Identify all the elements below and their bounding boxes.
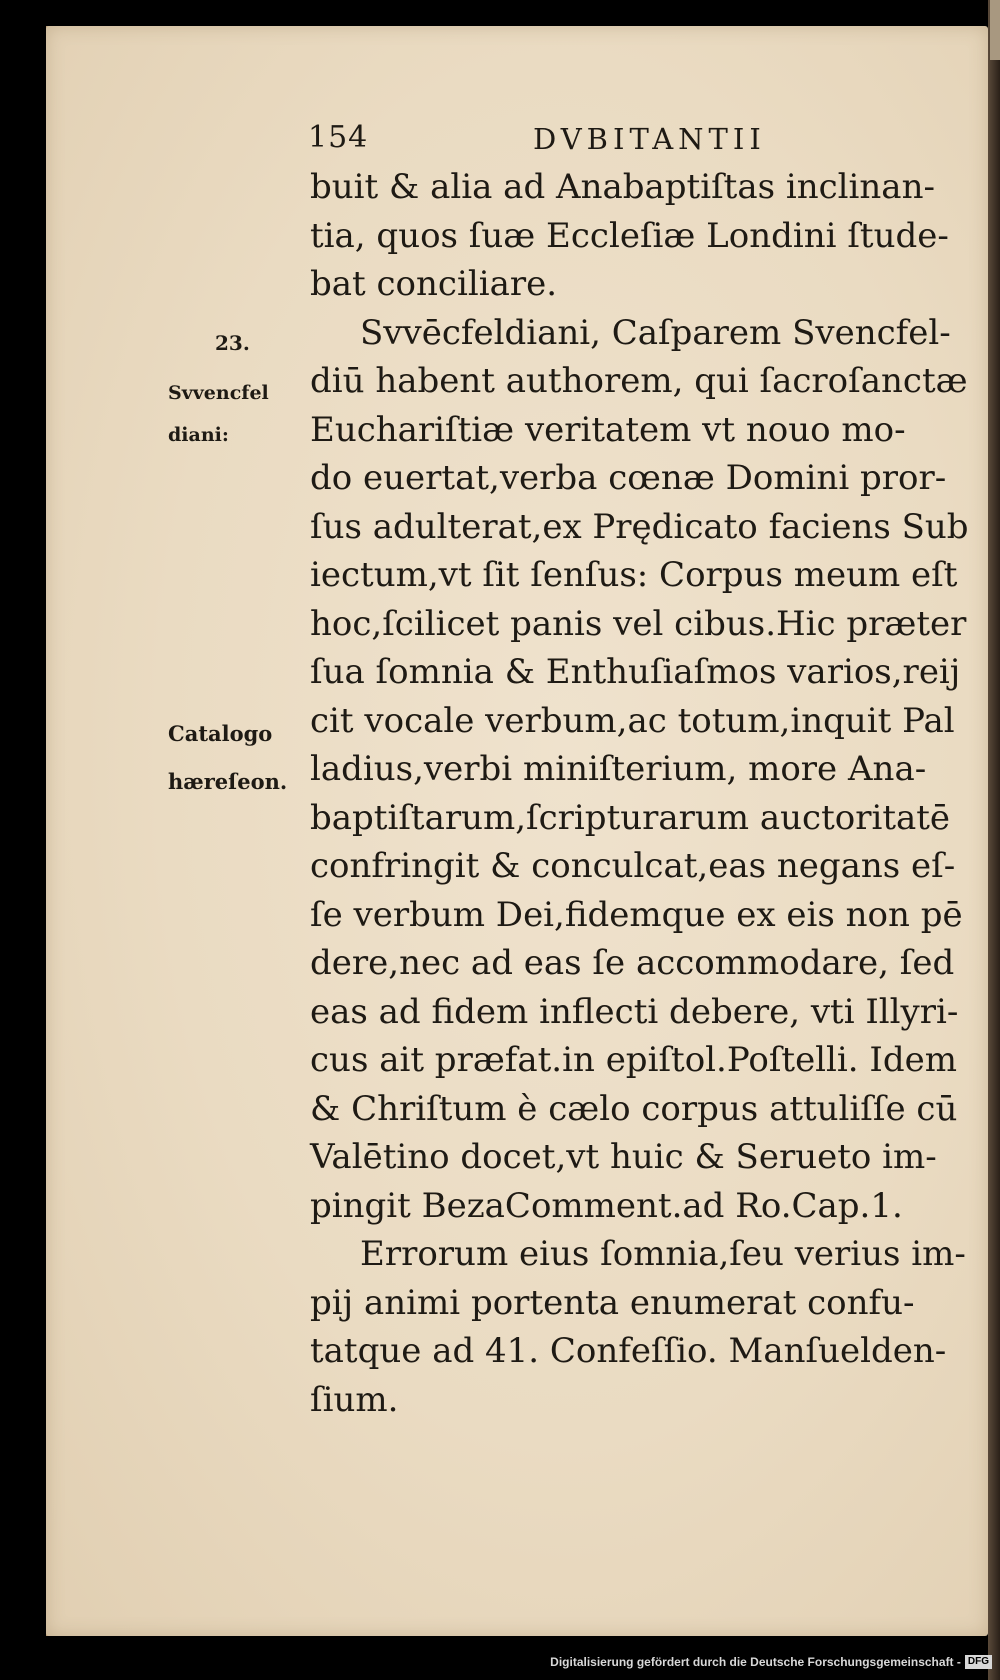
text-line: diū habent authorem, qui ſacroſanctæ <box>310 361 968 401</box>
text-line: ſua ſomnia & Enthuſiaſmos varios,reij <box>310 652 961 692</box>
credit-text: Digitalisierung gefördert durch die Deutsche Forschungsgemeinschaft - <box>550 1655 961 1669</box>
text-line: iectum,vt ſit ſenſus: Corpus meum eſt <box>310 555 958 595</box>
page-header <box>308 120 948 166</box>
text-line: buit & alia ad Anabaptiſtas inclinan- <box>310 167 935 207</box>
marginal-note-line: Catalogo <box>168 721 273 746</box>
text-line: Valētino docet,vt huic & Serueto im- <box>310 1137 937 1177</box>
spine-edge <box>990 0 1000 60</box>
marginal-section-number: 23. <box>215 331 250 355</box>
text-line: tatque ad 41. Confeſſio. Manſuelden- <box>310 1331 947 1371</box>
text-line: cit vocale verbum,ac totum,inquit Pal <box>310 700 955 741</box>
text-line: ſe verbum Dei,fidemque ex eis non pē <box>310 894 963 935</box>
digitization-credit <box>550 1655 992 1669</box>
text-line: ladius,verbi miniſterium, more Ana- <box>310 749 927 789</box>
marginal-note-line: Svvencfel <box>168 382 269 404</box>
text-line: eas ad fidem inflecti debere, vti Illyri- <box>310 991 959 1032</box>
text-line: confringit & conculcat,eas negans eſ- <box>310 846 956 886</box>
text-line: cus ait præfat.in epiſtol.Poſtelli. Idem <box>310 1040 957 1080</box>
marginal-note-line: hæreſeon. <box>168 769 288 794</box>
text-line: tia, quos ſuæ Eccleſiæ Londini ſtude- <box>310 215 949 256</box>
page-number: 154 <box>308 120 369 155</box>
text-line: Errorum eius ſomnia,ſeu verius im- <box>360 1234 966 1274</box>
text-line: Svvēcfeldiani, Caſparem Svencfel- <box>360 312 951 353</box>
body-text <box>310 163 990 1424</box>
text-line: baptiſtarum,ſcripturarum auctoritatē <box>310 797 951 838</box>
text-line: ſus adulterat,ex Prędicato faciens Sub <box>310 506 969 547</box>
dfg-logo: DFG <box>965 1655 992 1669</box>
text-line: pij animi portenta enumerat confu- <box>310 1282 915 1323</box>
text-line: do euertat,verba cœnæ Domini pror- <box>310 458 947 498</box>
text-line: ſium. <box>310 1379 399 1420</box>
marginal-note-line: diani: <box>168 424 229 446</box>
marginal-note-catalogue <box>168 710 287 806</box>
text-line: & Chriſtum è cælo corpus attuliſſe cū <box>310 1088 958 1129</box>
running-head: DVBITANTII <box>533 122 766 156</box>
marginal-note-schwenckfeldians <box>168 372 269 456</box>
text-line: hoc,ſcilicet panis vel cibus.Hic præter <box>310 603 967 644</box>
text-line: dere,nec ad eas ſe accommodare, ſed <box>310 943 955 983</box>
text-line: pingit BezaComment.ad Ro.Cap.1. <box>310 1185 903 1226</box>
text-line: bat conciliare. <box>310 264 558 304</box>
text-line: Euchariſtiæ veritatem vt nouo mo- <box>310 409 906 450</box>
